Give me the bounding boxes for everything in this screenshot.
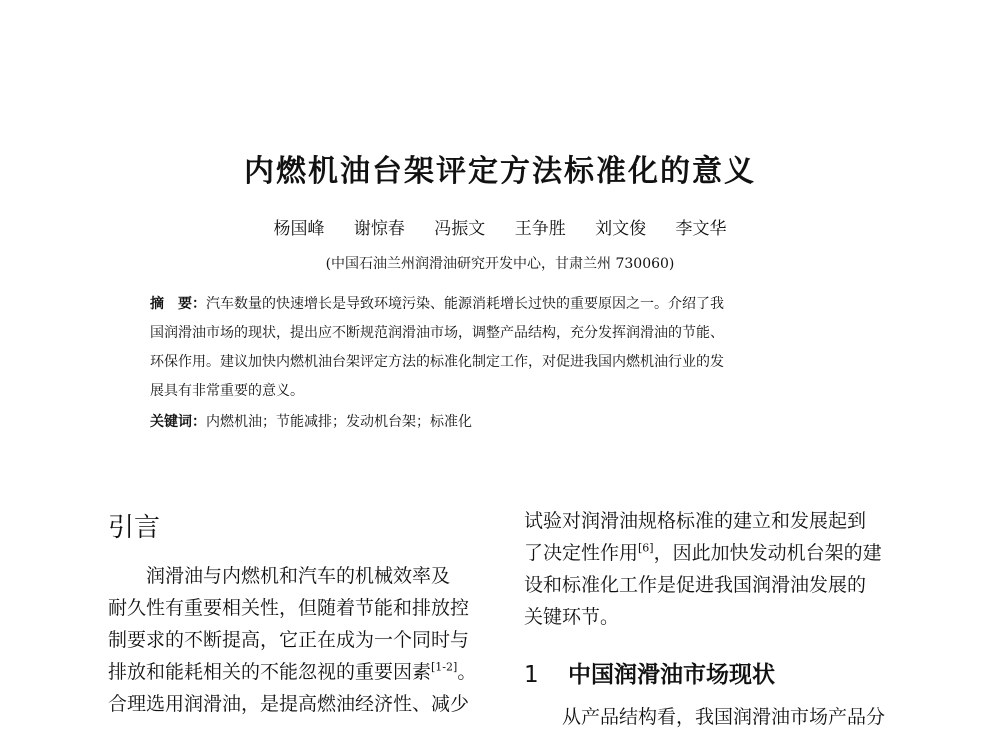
section-number: 1 [524, 662, 539, 688]
keywords-label: 关键词： [150, 414, 206, 430]
abstract-text: 汽车数量的快速增长是导致环境污染、能源消耗增长过快的重要原因之一。介绍了我 [206, 296, 724, 312]
section-heading [524, 655, 914, 695]
affiliation: (中国石油兰州润滑油研究开发中心，甘肃兰州 730060) [325, 256, 675, 272]
body-line: 耐久性有重要相关性，但随着节能和排放控 [108, 597, 470, 619]
intro-heading: 引言 [108, 513, 161, 543]
body-line: 合理选用润滑油，是提高燃油经济性、减少 [108, 693, 470, 715]
abstract-line: 国润滑油市场的现状，提出应不断规范润滑油市场，调整产品结构，充分发挥润滑油的节能、 [150, 325, 724, 341]
abstract-label: 摘 要： [150, 296, 206, 312]
body-text: 。 [457, 661, 477, 683]
body-line: 关键环节。 [524, 606, 620, 628]
body-line: 制要求的不断提高，它正在成为一个同时与 [108, 629, 470, 651]
abstract [150, 290, 862, 437]
author-name: 李文华 [675, 219, 727, 239]
section-title: 中国润滑油市场现状 [568, 662, 775, 688]
body-line [524, 537, 914, 569]
citation: [6] [638, 541, 654, 555]
body-line: 从产品结构看，我国润滑油市场产品分 [562, 706, 886, 728]
citation: [1-2] [431, 660, 458, 674]
author-name: 冯振文 [434, 219, 486, 239]
author-name: 谢惊春 [353, 219, 405, 239]
body-text: ，因此加快发动机台架的建 [653, 542, 882, 564]
body-text: 排放和能耗相关的不能忽视的重要因素 [108, 661, 432, 683]
body-line: 润滑油与内燃机和汽车的机械效率及 [146, 565, 451, 587]
abstract-line: 环保作用。建议加快内燃机油台架评定方法的标准化制定工作，对促进我国内燃机油行业的发 [150, 354, 724, 370]
body-line: 设和标准化工作是促进我国润滑油发展的 [524, 574, 867, 596]
keywords-text: 内燃机油；节能减排；发动机台架；标准化 [206, 414, 472, 430]
paper-title: 内燃机油台架评定方法标准化的意义 [244, 154, 756, 189]
body-line [108, 656, 498, 688]
keywords [150, 408, 862, 437]
right-column [524, 505, 914, 733]
author-name: 杨国峰 [273, 219, 325, 239]
body-line: 试验对润滑油规格标准的建立和发展起到 [524, 510, 867, 532]
body-text: 了决定性作用 [524, 542, 639, 564]
author-list [0, 214, 1000, 239]
abstract-line [150, 290, 862, 319]
author-name: 王争胜 [514, 219, 566, 239]
author-name: 刘文俊 [595, 219, 647, 239]
abstract-line: 展具有非常重要的意义。 [150, 383, 304, 399]
left-column [108, 506, 498, 720]
